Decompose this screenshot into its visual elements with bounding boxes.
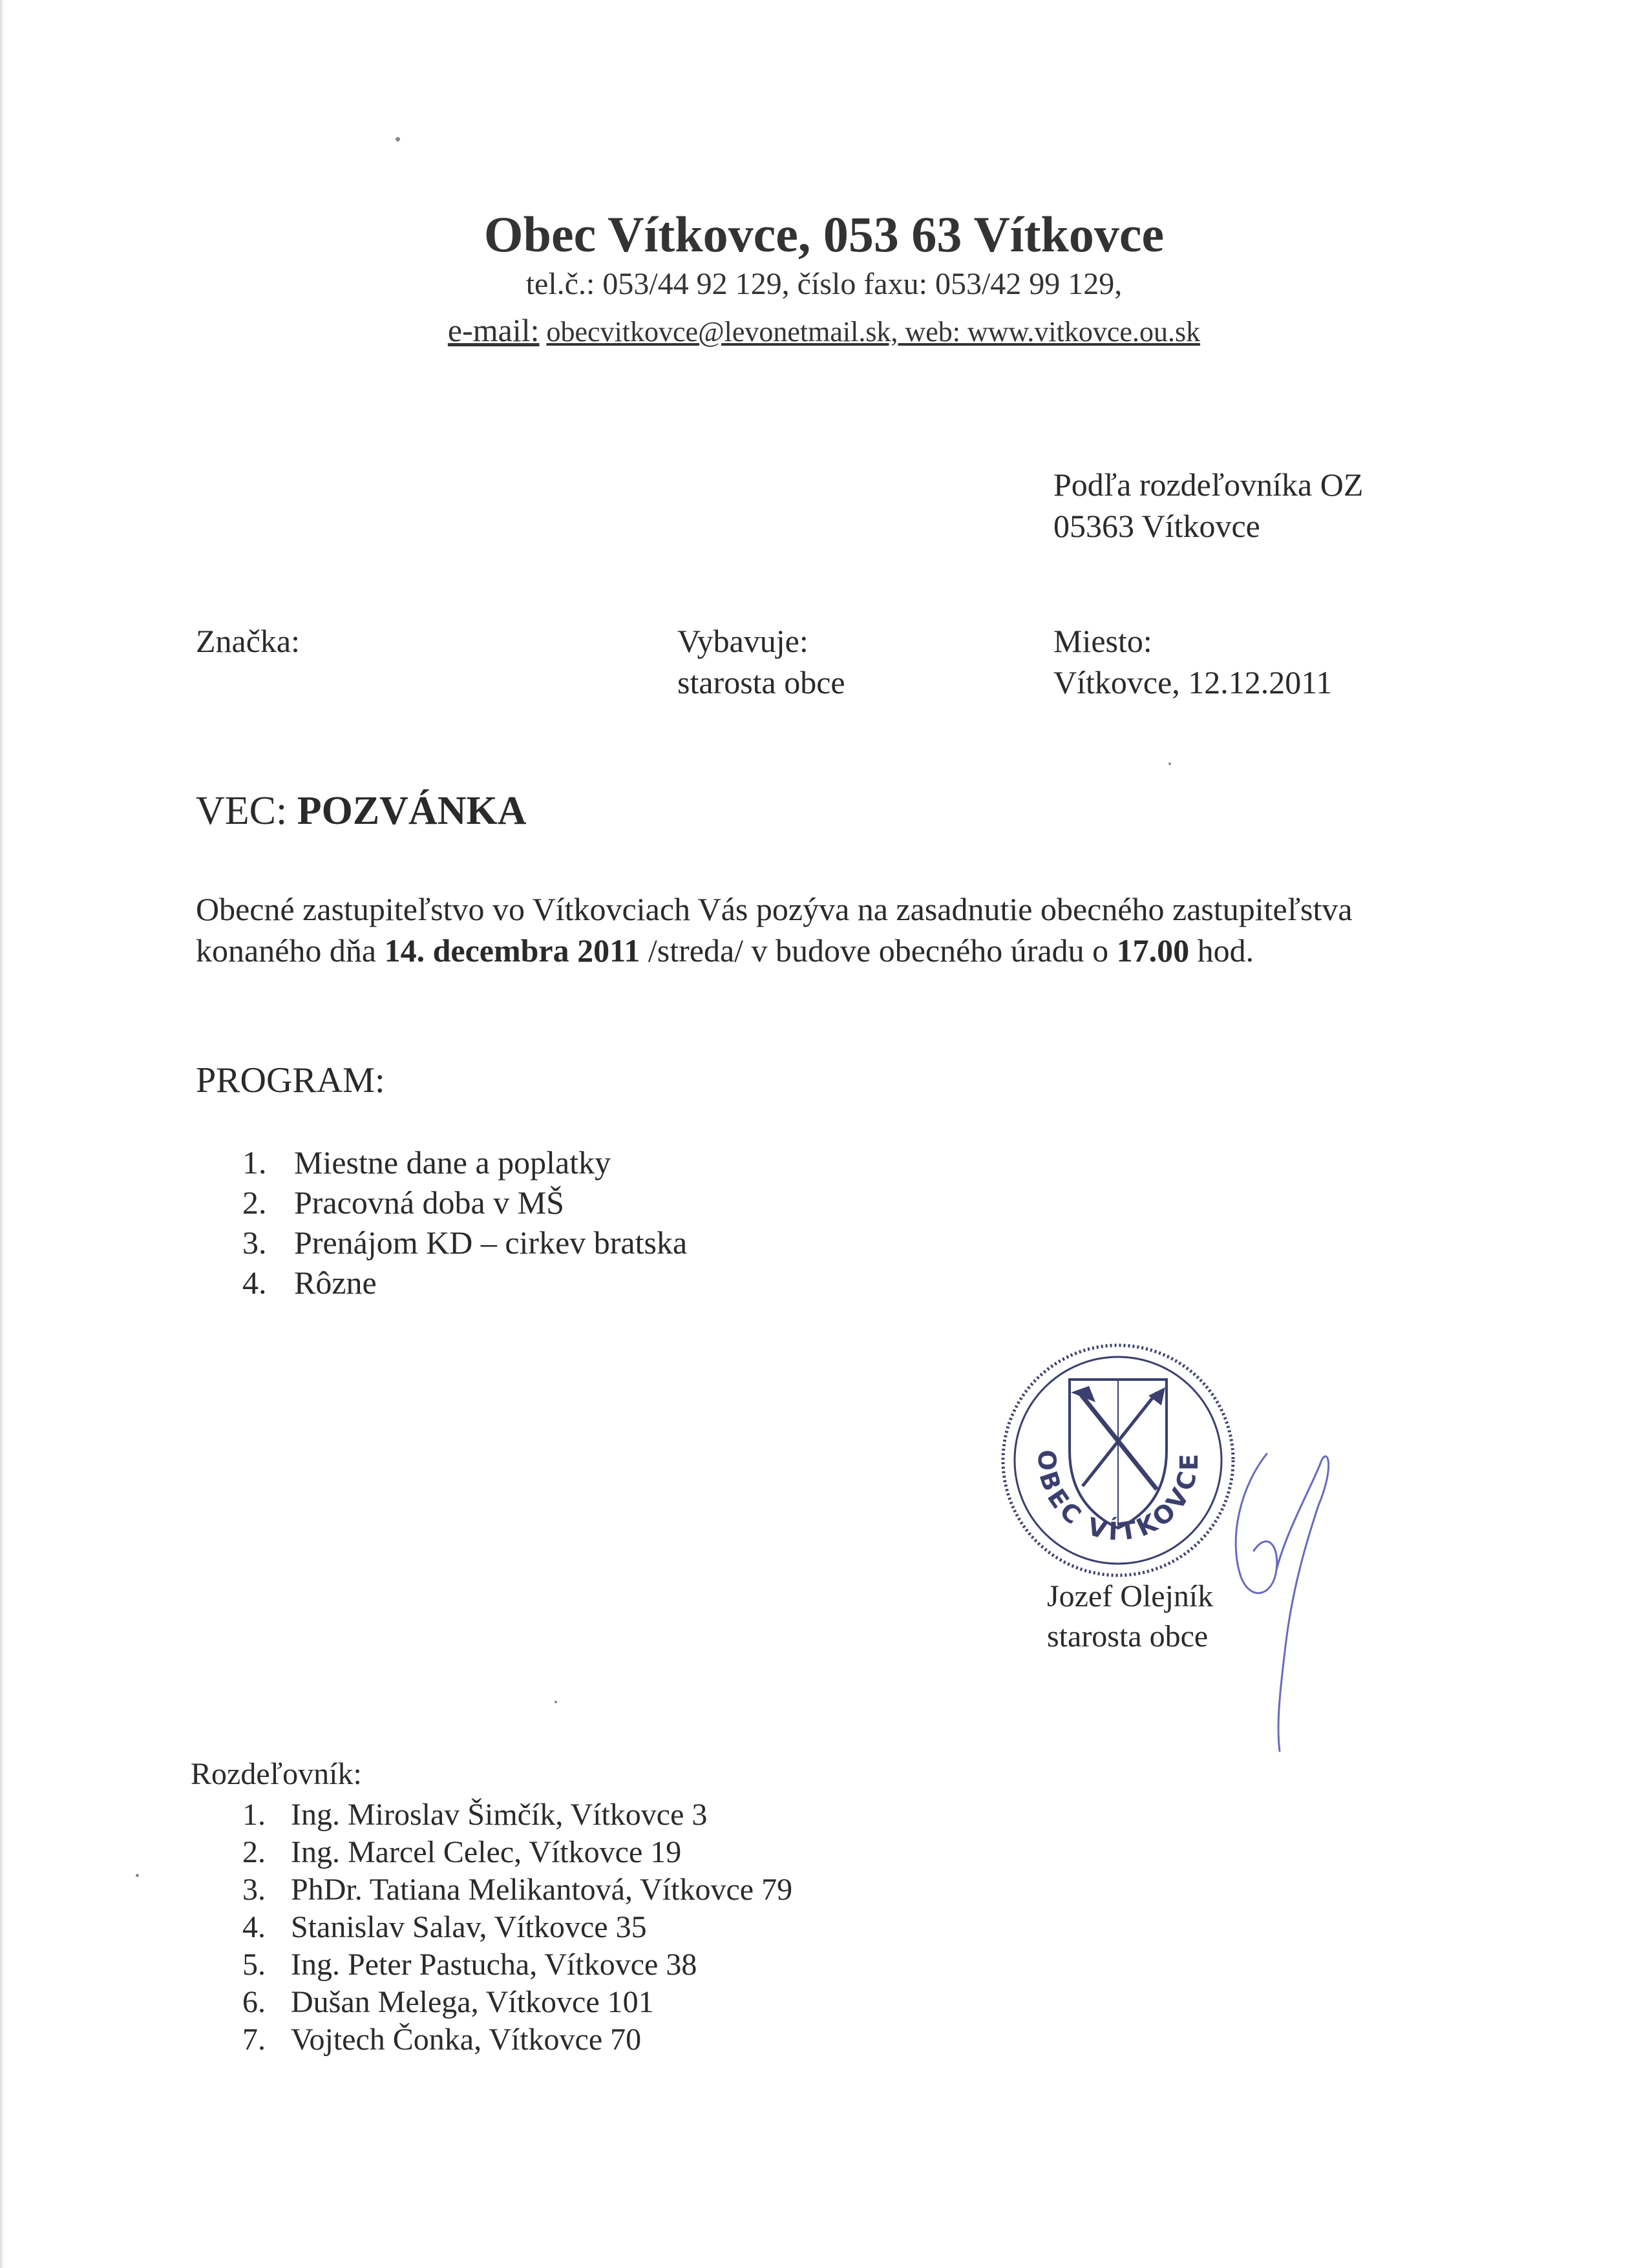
scan-speck xyxy=(1168,762,1171,765)
znacka-label: Značka: xyxy=(196,623,301,659)
signer-name: Jozef Olejník xyxy=(1047,1579,1214,1613)
znacka-column xyxy=(196,620,300,662)
list-item xyxy=(242,1984,792,2021)
body-line2-b: /streda/ v budove obecného úradu o xyxy=(640,932,1117,969)
letterhead-contact: tel.č.: 053/44 92 129, číslo faxu: 053/42 99 129, xyxy=(525,267,1123,301)
list-item xyxy=(242,1871,792,1909)
item-text: Miestne dane a poplatky xyxy=(294,1144,611,1181)
miesto-label: Miesto: xyxy=(1053,623,1152,659)
item-text: Ing. Marcel Celec, Vítkovce 19 xyxy=(291,1835,682,1869)
list-item xyxy=(242,1909,792,1946)
item-number: 1. xyxy=(242,1798,266,1832)
official-stamp-icon xyxy=(998,1341,1238,1580)
vybavuje-column xyxy=(677,620,845,703)
item-text: Vojtech Čonka, Vítkovce 70 xyxy=(291,2022,642,2057)
item-number: 4. xyxy=(242,1265,267,1301)
vybavuje-value: starosta obce xyxy=(677,664,845,700)
handwritten-signature-icon xyxy=(1215,1447,1344,1758)
distribution-list xyxy=(242,1796,792,2059)
miesto-column xyxy=(1053,620,1332,703)
item-number: 2. xyxy=(242,1835,266,1869)
list-item xyxy=(242,2021,792,2059)
recipient-line2: 05363 Vítkovce xyxy=(1053,508,1260,544)
item-number: 1. xyxy=(242,1144,267,1181)
vybavuje-label: Vybavuje: xyxy=(677,623,808,659)
item-number: 5. xyxy=(242,1948,266,1982)
item-text: Pracovná doba v MŠ xyxy=(294,1184,564,1221)
item-text: Ing. Miroslav Šimčík, Vítkovce 3 xyxy=(291,1798,708,1832)
letterhead-web xyxy=(0,311,1648,349)
body-line2-a: konaného dňa xyxy=(196,932,385,969)
list-item xyxy=(242,1834,792,1871)
list-item xyxy=(242,1223,687,1263)
body-line2-c: hod. xyxy=(1189,932,1254,969)
subject-title: POZVÁNKA xyxy=(297,789,527,833)
letterhead-title: Obec Vítkovce, 053 63 Vítkovce xyxy=(483,206,1165,262)
item-number: 4. xyxy=(242,1910,266,1944)
item-number: 6. xyxy=(242,1985,266,2019)
list-item xyxy=(242,1142,687,1182)
item-text: Dušan Melega, Vítkovce 101 xyxy=(291,1985,654,2019)
email-web-links[interactable]: obecvitkovce@levonetmail.sk, web: www.vitkovce.ou.sk xyxy=(546,316,1201,348)
item-number: 7. xyxy=(242,2022,266,2057)
scan-speck xyxy=(396,137,400,142)
list-item xyxy=(242,1946,792,1984)
item-number: 2. xyxy=(242,1184,267,1221)
email-label: e-mail: xyxy=(447,312,540,348)
list-item xyxy=(242,1263,687,1303)
scan-speck xyxy=(555,1701,557,1703)
item-text: Ing. Peter Pastucha, Vítkovce 38 xyxy=(291,1948,697,1982)
item-text: Prenájom KD – cirkev bratska xyxy=(294,1224,688,1261)
program-heading: PROGRAM: xyxy=(196,1060,385,1100)
recipient-block xyxy=(1053,464,1363,547)
item-text: PhDr. Tatiana Melikantová, Vítkovce 79 xyxy=(291,1873,793,1907)
signer-block xyxy=(1047,1577,1213,1657)
signer-role: starosta obce xyxy=(1047,1619,1209,1654)
list-item xyxy=(242,1182,687,1223)
list-item xyxy=(242,1796,792,1834)
miesto-value: Vítkovce, 12.12.2011 xyxy=(1053,664,1333,700)
distribution-heading: Rozdeľovník: xyxy=(191,1757,362,1791)
body-line2 xyxy=(196,930,1353,971)
stamp-text: OBEC VÍTKOVCE xyxy=(1032,1449,1204,1546)
item-text: Rôzne xyxy=(294,1265,377,1301)
item-number: 3. xyxy=(242,1873,266,1907)
meeting-time: 17.00 xyxy=(1116,932,1190,969)
program-list xyxy=(242,1142,687,1303)
item-number: 3. xyxy=(242,1224,267,1261)
recipient-line1: Podľa rozdeľovníka OZ xyxy=(1053,467,1364,503)
meeting-date: 14. decembra 2011 xyxy=(384,932,640,969)
scan-speck xyxy=(136,1874,139,1877)
subject-prefix: VEC: xyxy=(196,789,288,833)
subject-line xyxy=(196,788,527,834)
item-text: Stanislav Salav, Vítkovce 35 xyxy=(291,1910,647,1944)
invitation-body xyxy=(196,888,1353,971)
body-line1: Obecné zastupiteľstvo vo Vítkovciach Vás pozýva na zasadnutie obecného zastupiteľstva xyxy=(196,891,1353,927)
